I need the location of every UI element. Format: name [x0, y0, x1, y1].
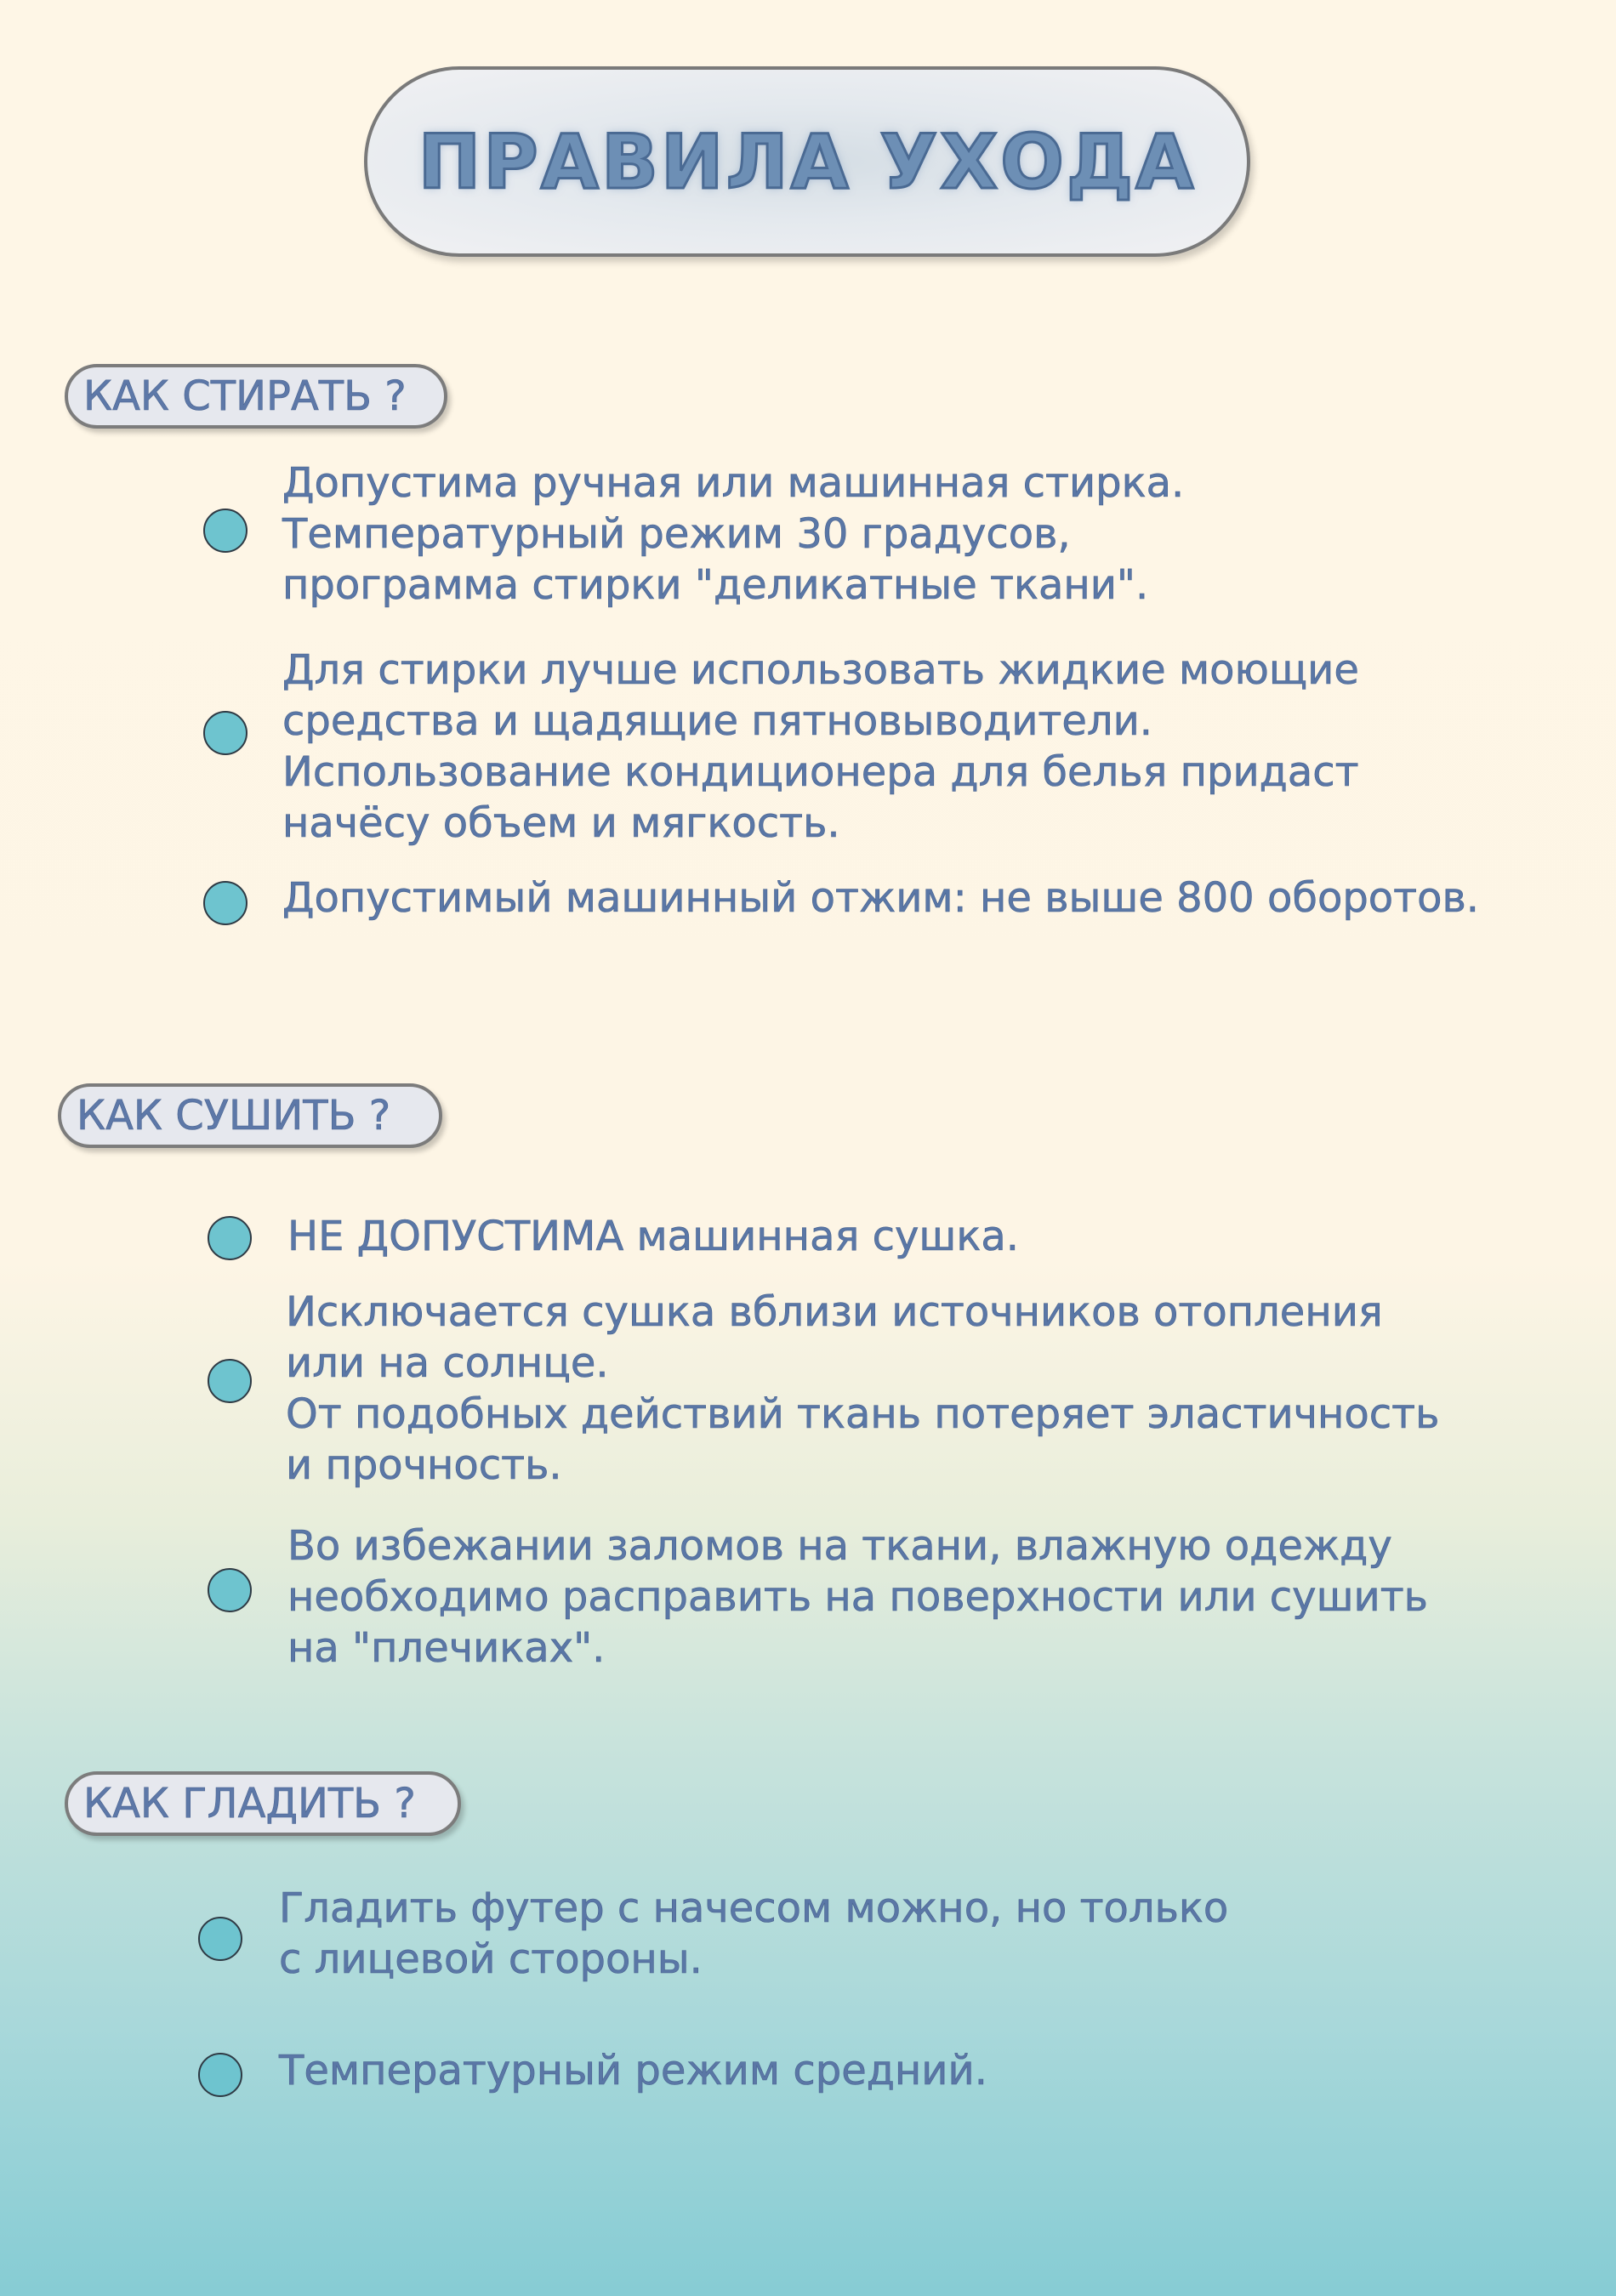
section-heading-drying: КАК СУШИТЬ ?	[58, 1083, 442, 1148]
section-heading-washing: КАК СТИРАТЬ ?	[65, 364, 447, 429]
bullet-icon	[203, 711, 248, 755]
washing-item-1: Допустима ручная или машинная стирка. Температурный режим 30 градусов, программа стирки "деликатные ткани".	[282, 459, 1185, 609]
bullet-icon	[203, 881, 248, 925]
bullet-icon	[208, 1568, 252, 1612]
page-title: ПРАВИЛА УХОДА	[418, 117, 1197, 206]
bullet-icon	[208, 1359, 252, 1403]
drying-item-2: Исключается сушка вблизи источников отопления или на солнце. От подобных действий ткань потеряет эластичность и прочность.	[286, 1288, 1440, 1489]
title-banner	[364, 66, 1250, 257]
section-heading-ironing: КАК ГЛАДИТЬ ?	[65, 1771, 461, 1836]
drying-item-3: Во избежании заломов на ткани, влажную одежду необходимо расправить на поверхности или сушить на "плечиках".	[287, 1522, 1428, 1672]
bullet-icon	[198, 2053, 242, 2097]
bullet-icon	[198, 1917, 242, 1961]
bullet-icon	[203, 509, 248, 553]
drying-item-1: НЕ ДОПУСТИМА машинная сушка.	[287, 1213, 1019, 1260]
ironing-item-1: Гладить футер с начесом можно, но только с лицевой стороны.	[279, 1884, 1229, 1983]
ironing-item-2: Температурный режим средний.	[279, 2047, 987, 2094]
bullet-icon	[208, 1216, 252, 1260]
washing-item-3: Допустимый машинный отжим: не выше 800 оборотов.	[282, 874, 1480, 922]
washing-item-2: Для стирки лучше использовать жидкие моющие средства и щадящие пятновыводители. Использование кондиционера для белья придаст начёсу объем и мягкость.	[282, 646, 1359, 847]
